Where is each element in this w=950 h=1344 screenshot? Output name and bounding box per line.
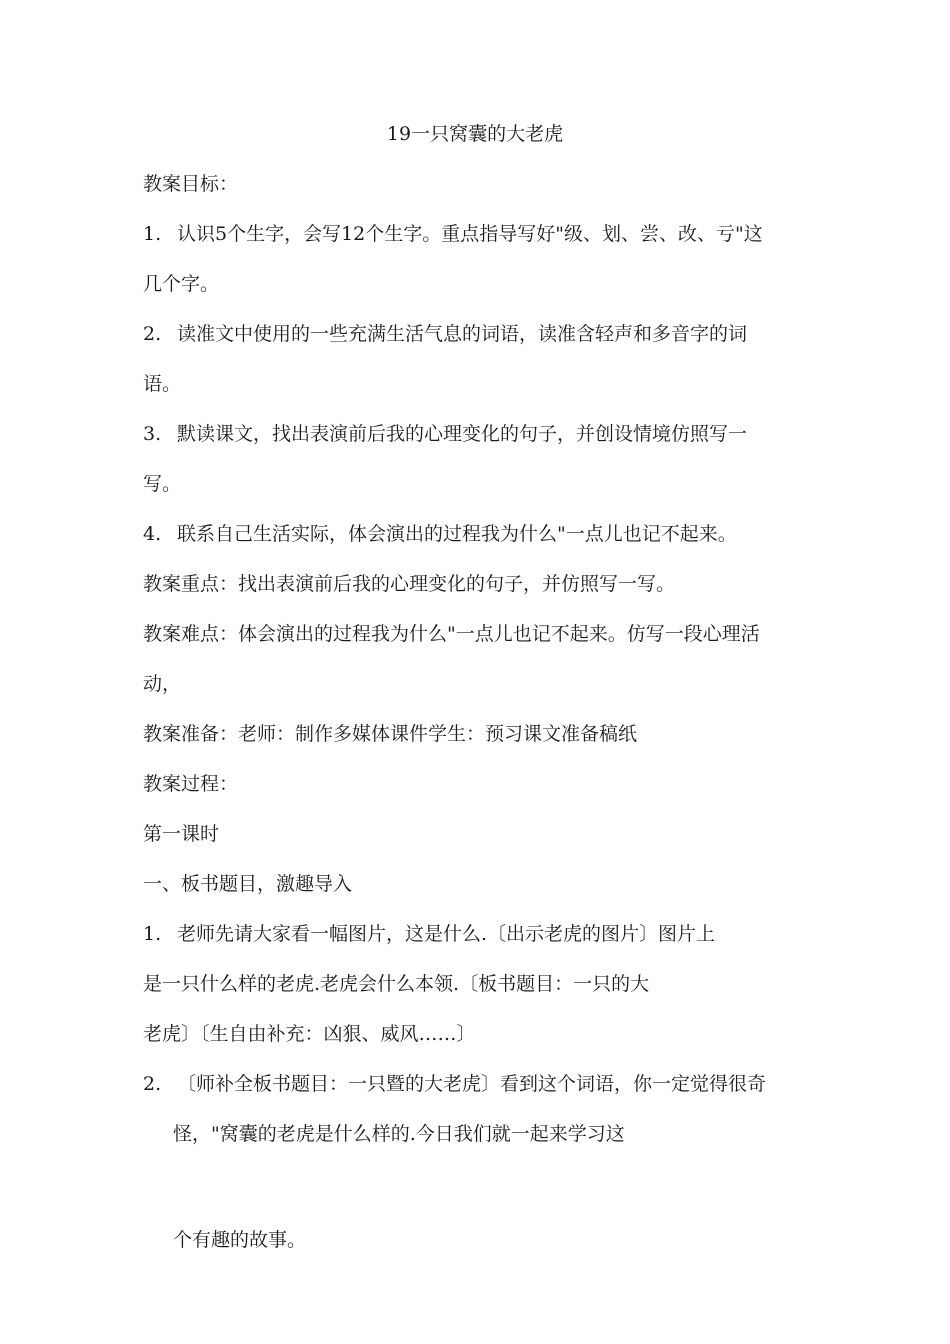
preparation: 教案准备：老师：制作多媒体课件学生：预习课文准备稿纸 [143, 723, 638, 745]
step-1-continued-2: 老虎〕〔生自由补充：凶狠、威风……〕 [143, 1023, 476, 1045]
item-text: 读准文中使用的一些充满生活气息的词语，读准含轻声和多音字的词 [177, 323, 748, 345]
step-1 [143, 922, 715, 946]
step-text: 〔师补全板书题目：一只暨的大老虎〕看到这个词语，你一定觉得很奇 [177, 1073, 767, 1095]
step-2 [143, 1072, 766, 1096]
objective-item-1-continued: 几个字。 [143, 273, 220, 295]
item-number: 2. [143, 323, 162, 345]
objective-item-1 [143, 222, 763, 246]
step-text: 老师先请大家看一幅图片，这是什么.〔出示老虎的图片〕图片上 [177, 923, 716, 945]
section-heading: 一、板书题目，激趣导入 [143, 873, 353, 895]
key-point: 教案重点：找出表演前后我的心理变化的句子，并仿照写一写。 [143, 573, 676, 595]
objective-item-4 [143, 522, 737, 546]
step-2-continued: 怪，"窝囊的老虎是什么样的.今日我们就一起来学习这 [173, 1123, 625, 1145]
item-text: 认识5个生字，会写12个生字。重点指导写好"级、划、尝、改、亏"这 [177, 223, 763, 245]
item-number: 4. [143, 523, 162, 545]
objective-item-3 [143, 422, 747, 446]
step-1-continued: 是一只什么样的老虎.老虎会什么本领.〔板书题目：一只的大 [143, 973, 650, 995]
item-text: 默读课文，找出表演前后我的心理变化的句子，并创设情境仿照写一 [177, 423, 748, 445]
objective-item-2-continued: 语。 [143, 373, 182, 395]
difficulty: 教案难点：体会演出的过程我为什么"一点儿也记不起来。仿写一段心理活 [143, 623, 760, 645]
item-number: 1. [143, 223, 162, 245]
lesson-heading: 第一课时 [143, 823, 220, 845]
objective-item-3-continued: 写。 [143, 473, 182, 495]
process-heading: 教案过程： [143, 773, 239, 795]
objective-item-2 [143, 322, 747, 346]
difficulty-continued: 动， [143, 673, 182, 695]
step-number: 1. [143, 923, 162, 945]
objectives-heading: 教案目标： [143, 173, 239, 195]
step-number: 2. [143, 1073, 162, 1095]
document-title: 19一只窝囊的大老虎 [386, 123, 564, 145]
item-text: 联系自己生活实际，体会演出的过程我为什么"一点儿也记不起来。 [177, 523, 737, 545]
item-number: 3. [143, 423, 162, 445]
step-2-continued-2: 个有趣的故事。 [173, 1229, 307, 1251]
